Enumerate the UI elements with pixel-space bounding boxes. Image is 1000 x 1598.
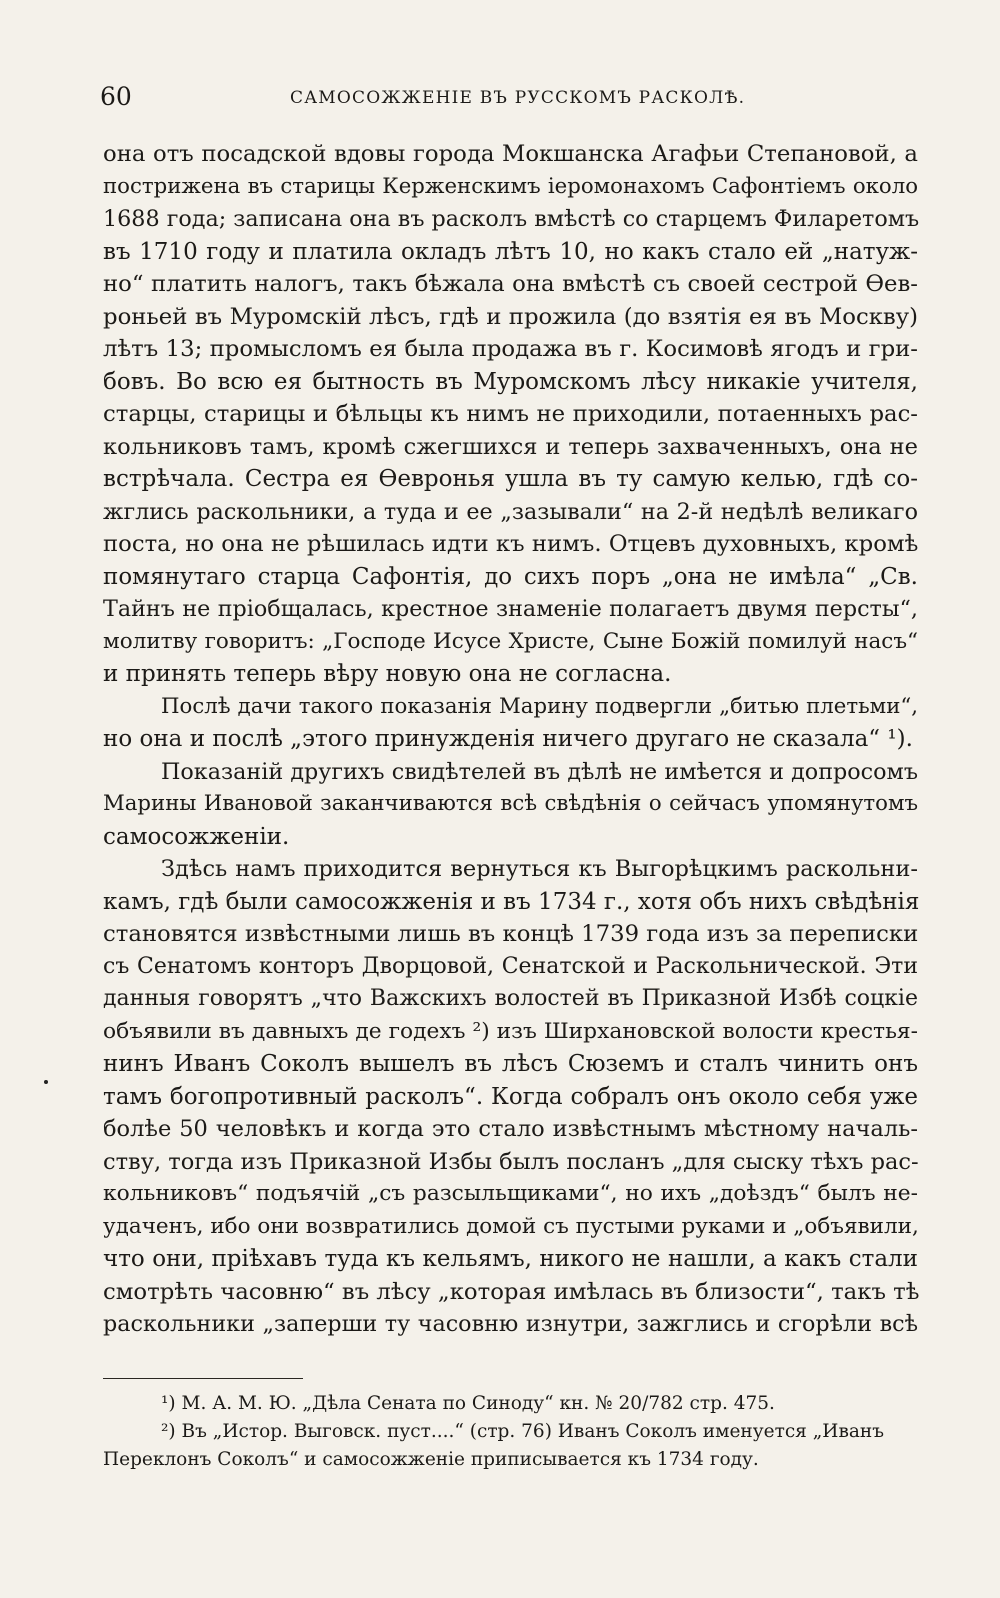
text-line: жглись раскольники, а туда и ее „зазывали“ на 2-й недѣлѣ великаго	[103, 498, 918, 525]
text-line: она отъ посадской вдовы города Мокшанска Агафьи Степановой, а	[103, 141, 918, 167]
text-line: нинъ Иванъ Соколъ вышелъ въ лѣсъ Сюземъ и сталъ чинить онъ	[103, 1051, 918, 1077]
text-line: Тайнъ не пріобщалась, крестное знаменіе полагаетъ двумя персты“,	[103, 596, 918, 622]
text-line: но“ платить налогъ, такъ бѣжала она вмѣстѣ съ своей сестрой Ѳев-	[103, 271, 918, 297]
text-line: въ 1710 году и платила окладъ лѣтъ 10, но какъ стало ей „натуж-	[103, 238, 918, 265]
text-line: кольниковъ тамъ, кромѣ сжегшихся и теперь захваченныхъ, она не	[103, 433, 918, 460]
text-line: пострижена въ старицы Керженскимъ іеромонахомъ Сафонтіемъ около	[103, 173, 918, 199]
text-line: объявили въ давныхъ де годехъ ²) изъ Ширхановской волости крестья-	[103, 1018, 918, 1044]
text-line: Послѣ дачи такого показанія Марину подвергли „битью плетьми“,	[161, 693, 918, 719]
text-line: съ Сенатомъ конторъ Дворцовой, Сенатской и Раскольнической. Эти	[103, 953, 918, 979]
text-line: удаченъ, ибо они возвратились домой съ пустыми руками и „объявили,	[103, 1213, 919, 1239]
text-line: Здѣсь намъ приходится вернуться къ Выгорѣцкимъ раскольни-	[161, 856, 918, 882]
text-line: лѣтъ 13; промысломъ ея была продажа въ г. Косимовѣ ягодъ и гри-	[103, 336, 918, 362]
text-line: данныя говорятъ „что Важскихъ волостей въ Приказной Избѣ соцкіе	[103, 986, 918, 1011]
text-line: смотрѣть часовню“ въ лѣсу „которая имѣлась въ близости“, такъ тѣ	[103, 1278, 920, 1305]
text-line: что они, пріѣхавъ туда къ кельямъ, никого не нашли, а какъ стали	[103, 1246, 918, 1272]
footnote-line: ¹) М. А. М. Ю. „Дѣла Сената по Синоду“ кн. № 20/782 стр. 475.	[161, 1393, 775, 1414]
text-line: становятся извѣстными лишь въ концѣ 1739 года изъ за переписки	[103, 921, 919, 947]
text-line: и принять теперь вѣру новую она не согласна.	[103, 661, 672, 687]
text-line: тамъ богопротивный расколъ“. Когда собралъ онъ около себя уже	[103, 1083, 918, 1110]
text-line: Показаній другихъ свидѣтелей въ дѣлѣ не имѣется и допросомъ	[161, 758, 918, 785]
footnote-line: ²) Въ „Истор. Выговск. пуст....“ (стр. 76) Иванъ Соколъ именуется „Иванъ	[161, 1421, 884, 1442]
text-line: бовъ. Во всю ея бытность въ Муромскомъ лѣсу никакіе учителя,	[103, 368, 918, 395]
text-line: встрѣчала. Сестра ея Ѳевронья ушла въ ту самую келью, гдѣ со-	[103, 466, 918, 492]
text-line: помянутаго старца Сафонтія, до сихъ поръ „она не имѣла“ „Св.	[103, 563, 918, 590]
main-text	[103, 138, 918, 1341]
text-line: болѣе 50 человѣкъ и когда это стало извѣстнымъ мѣстному началь-	[103, 1116, 918, 1142]
text-line: но она и послѣ „этого принужденія ничего другаго не сказала“ ¹).	[103, 726, 913, 752]
text-line: Марины Ивановой заканчиваются всѣ свѣдѣнія о сейчасъ упомянутомъ	[103, 791, 918, 816]
text-line: ству, тогда изъ Приказной Избы былъ посланъ „для сыску тѣхъ рас-	[103, 1148, 919, 1175]
text-line: старцы, старицы и бѣльцы къ нимъ не приходили, потаенныхъ рас-	[103, 401, 918, 427]
text-line: кольниковъ“ подъячій „съ разсыльщиками“, но ихъ „доѣздъ“ былъ не-	[103, 1181, 918, 1206]
text-line: 1688 года; записана она въ расколъ вмѣстѣ со старцемъ Филаретомъ	[103, 206, 920, 232]
page-header	[100, 82, 918, 122]
running-title: САМОСОЖЖЕНІЕ ВЪ РУССКОМЪ РАСКОЛѢ.	[290, 88, 746, 108]
text-line: камъ, гдѣ были самосожженія и въ 1734 г., хотя объ нихъ свѣдѣнія	[103, 888, 920, 915]
page-number: 60	[100, 82, 132, 111]
ink-speck	[44, 1080, 48, 1084]
text-line: роньей въ Муромскій лѣсъ, гдѣ и прожила (до взятія ея въ Москву)	[103, 303, 918, 330]
footnotes	[103, 1390, 918, 1474]
text-line: поста, но она не рѣшилась идти къ нимъ. Отцевъ духовныхъ, кромѣ	[103, 531, 919, 557]
footnote-divider	[103, 1378, 303, 1379]
text-line: самосожженіи.	[103, 823, 290, 850]
text-line: раскольники „заперши ту часовню изнутри, зажглись и сгорѣли всѣ	[103, 1311, 918, 1337]
text-line: молитву говоритъ: „Господе Исусе Христе, Сыне Божій помилуй насъ“	[103, 628, 918, 654]
footnote-line: Переклонъ Соколъ“ и самосожженіе приписывается къ 1734 году.	[103, 1449, 759, 1470]
